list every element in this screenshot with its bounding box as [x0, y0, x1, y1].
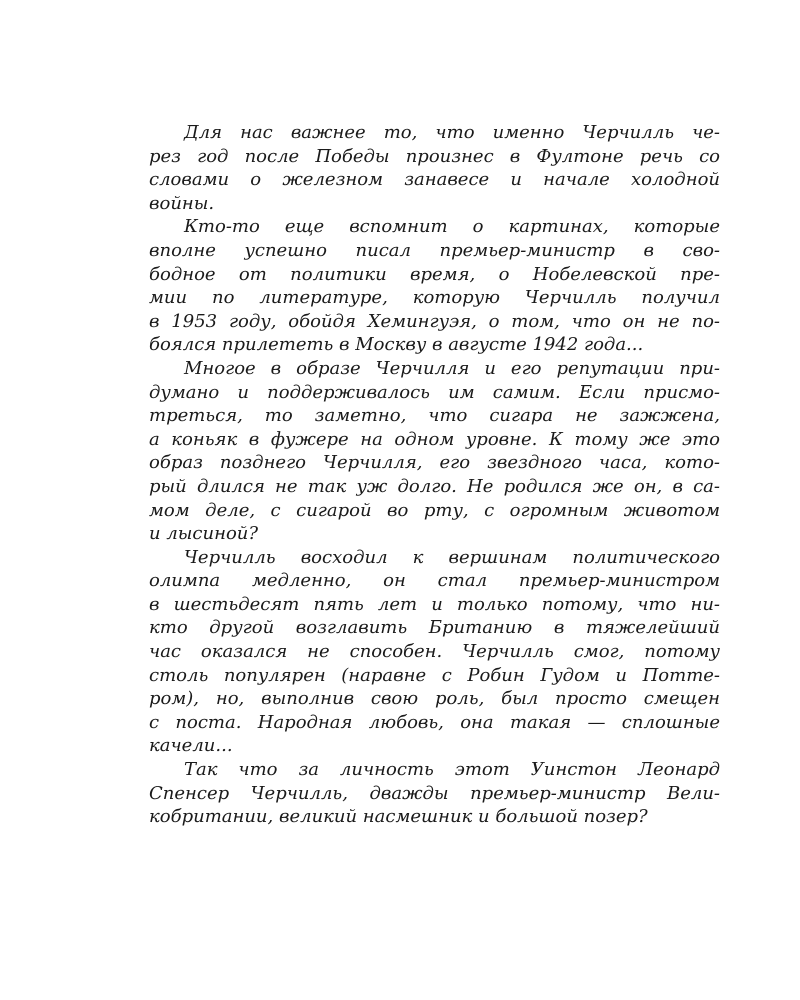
text-line: кто другой возглавить Британию в тяжелейший [149, 617, 720, 639]
paragraph [149, 758, 720, 829]
text-line: бодное от политики время, о Нобелевской пре- [149, 263, 720, 285]
paragraph [149, 121, 720, 215]
text-line: боялся прилететь в Москву в августе 1942 года... [149, 334, 644, 356]
text-line: Так что за личность этот Уинстон Леонард [184, 759, 720, 781]
text-line: с поста. Народная любовь, она такая — сплошные [149, 711, 720, 733]
text-line: рез год после Победы произнес в Фултоне речь со [149, 145, 720, 167]
text-line: образ позднего Черчилля, его звездного часа, кото- [149, 452, 720, 474]
paragraph [149, 357, 720, 546]
text-line: качели... [149, 735, 233, 757]
text-line: час оказался не способен. Черчилль смог, потому [149, 641, 720, 663]
text-line: в шестьдесят пять лет и только потому, что ни- [149, 593, 720, 615]
text-line: а коньяк в фужере на одном уровне. К тому же это [149, 428, 720, 450]
text-line: треться, то заметно, что сигара не зажжена, [149, 405, 720, 427]
text-line: и лысиной? [149, 523, 259, 545]
text-line: в 1953 году, обойдя Хемингуэя, о том, что он не по- [149, 310, 720, 332]
paragraph [149, 215, 720, 357]
text-line: рый длился не так уж долго. Не родился же он, в са- [149, 475, 720, 497]
text-line: войны. [149, 192, 215, 214]
text-line: олимпа медленно, он стал премьер-министром [149, 570, 720, 592]
text-line: Черчилль восходил к вершинам политического [184, 546, 720, 568]
text-line: думано и поддерживалось им самим. Если присмо- [149, 381, 720, 403]
text-line: мом деле, с сигарой во рту, с огромным животом [149, 499, 720, 521]
text-line: Многое в образе Черчилля и его репутации при- [184, 357, 720, 379]
text-line: кобритании, великий насмешник и большой позер? [149, 806, 648, 828]
text-line: словами о железном занавесе и начале холодной [149, 169, 720, 191]
body-text [149, 121, 720, 829]
text-line: Спенсер Черчилль, дважды премьер-министр Вели- [149, 782, 720, 804]
text-line: Кто-то еще вспомнит о картинах, которые [184, 216, 720, 238]
text-line: вполне успешно писал премьер-министр в сво- [149, 239, 720, 261]
text-line: мии по литературе, которую Черчилль получил [149, 287, 720, 309]
text-line: ром), но, выполнив свою роль, был просто смещен [149, 688, 720, 710]
paragraph [149, 546, 720, 758]
text-line: столь популярен (наравне с Робин Гудом и Потте- [149, 664, 720, 686]
text-line: Для нас важнее то, что именно Черчилль че- [184, 122, 720, 143]
